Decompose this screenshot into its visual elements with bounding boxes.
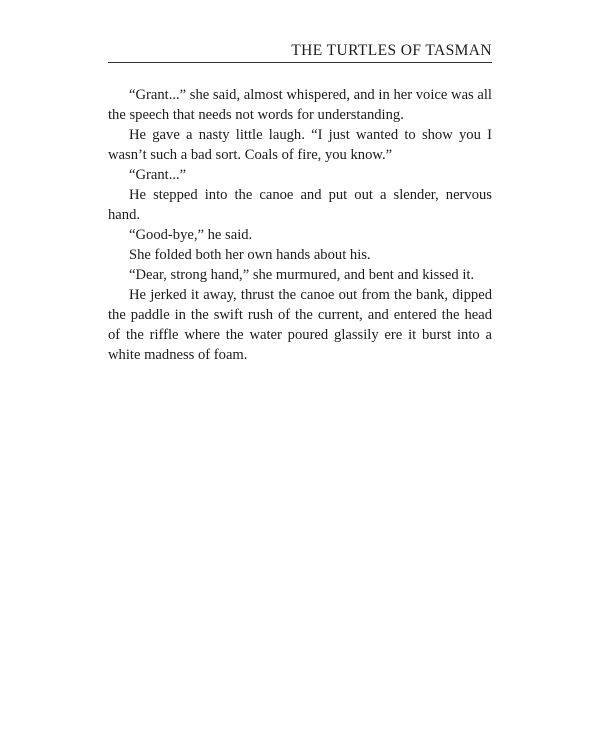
paragraph: He stepped into the canoe and put out a slender, nervous hand. [108, 187, 492, 223]
page-header [108, 40, 492, 63]
paragraph: “Dear, strong hand,” she murmured, and bent and kissed it. [129, 267, 475, 283]
paragraph: He jerked it away, thrust the canoe out from the bank, dipped the paddle in the swift rush of the current, and entered the head of the riffle where the water poured glassily ere it burst into a white madness of foam. [108, 287, 492, 363]
paragraph: “Grant...” [129, 167, 187, 183]
paragraph: “Grant...” she said, almost whispered, and in her voice was all the speech that needs not words for understanding. [108, 87, 492, 123]
body-text [108, 85, 492, 365]
paragraph: He gave a nasty little laugh. “I just wanted to show you I wasn’t such a bad sort. Coals of fire, you know.” [108, 127, 492, 163]
running-title: THE TURTLES OF TASMAN [291, 42, 492, 59]
paragraph: “Good-bye,” he said. [129, 227, 253, 243]
paragraph: She folded both her own hands about his. [129, 247, 371, 263]
